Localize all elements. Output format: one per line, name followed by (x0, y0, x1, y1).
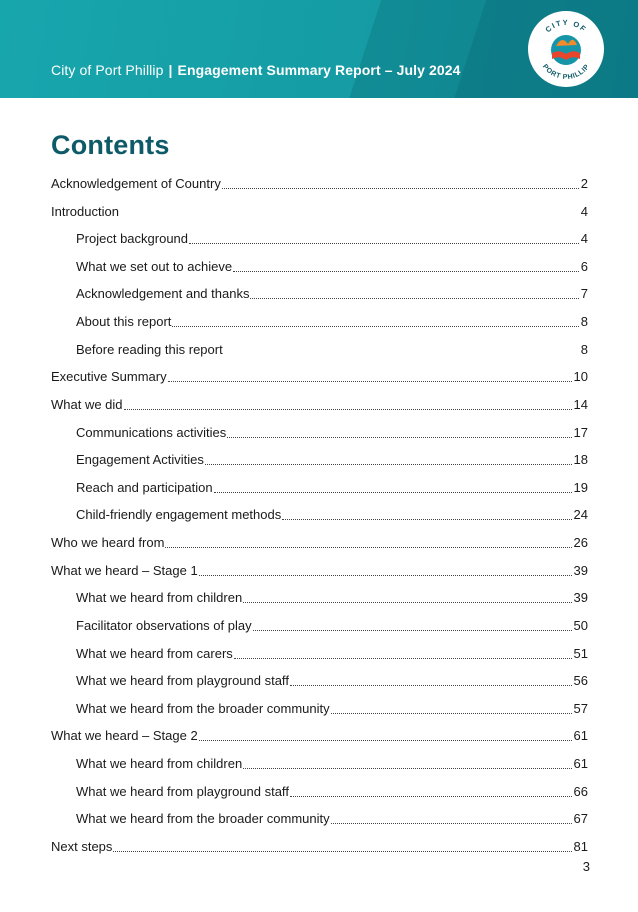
page-number: 3 (582, 859, 590, 874)
toc-entry-label: Reach and participation (76, 480, 213, 495)
toc-entry[interactable] (76, 756, 588, 772)
toc-entry[interactable] (76, 507, 588, 523)
toc-entry[interactable] (76, 784, 588, 800)
toc-dot-leader (165, 547, 571, 548)
toc-dot-leader (290, 796, 572, 797)
toc-dot-leader (331, 823, 572, 824)
toc-entry-label: Acknowledgement and thanks (76, 286, 250, 301)
toc-entry-page: 17 (573, 425, 588, 440)
toc-entry-page: 67 (573, 811, 588, 826)
toc-entry-page: 4 (580, 231, 588, 246)
toc-entry[interactable] (76, 286, 588, 302)
logo-emblem-water (551, 35, 581, 65)
toc-entry-page: 39 (573, 590, 588, 605)
toc-entry[interactable] (76, 259, 588, 275)
toc-entry-label: Communications activities (76, 425, 227, 440)
toc-entry-label: Facilitator observations of play (76, 618, 252, 633)
toc-entry[interactable] (76, 618, 588, 634)
toc-entry-label: What we set out to achieve (76, 259, 233, 274)
toc-entry-label: Executive Summary (51, 369, 167, 384)
toc-entry[interactable] (51, 535, 588, 551)
toc-dot-leader (168, 381, 572, 382)
toc-entry-label: What we heard from carers (76, 646, 233, 661)
toc-entry-page: 7 (580, 286, 588, 301)
toc-entry-label: What we heard from children (76, 590, 243, 605)
toc-entry-label: Before reading this report (76, 342, 223, 357)
toc-entry-page: 56 (573, 673, 588, 688)
toc-entry[interactable] (76, 425, 588, 441)
toc-entry[interactable] (76, 452, 588, 468)
toc-dot-leader (290, 685, 572, 686)
toc-entry-page: 51 (573, 646, 588, 661)
toc-entry-page: 19 (573, 480, 588, 495)
svg-text:PORT PHILLIP (541, 63, 591, 81)
toc-dot-leader (253, 630, 572, 631)
toc-entry-label: What we heard from children (76, 756, 243, 771)
toc-dot-leader (243, 602, 571, 603)
toc-dot-leader (243, 768, 571, 769)
toc-entry-page: 66 (573, 784, 588, 799)
toc-dot-leader (199, 575, 572, 576)
toc-entry-label: What we heard from playground staff (76, 673, 289, 688)
logo-top-text: CITY OF (543, 17, 589, 35)
toc-dot-leader (205, 464, 572, 465)
toc-entry-page: 61 (573, 728, 588, 743)
toc-dot-leader (222, 188, 579, 189)
toc-entry[interactable] (76, 314, 588, 330)
toc-entry-page: 24 (573, 507, 588, 522)
toc-entry-label: What we heard – Stage 2 (51, 728, 198, 743)
toc-dot-leader (282, 519, 571, 520)
toc-entry-page: 39 (573, 563, 588, 578)
logo-bottom-text: PORT PHILLIP (540, 63, 592, 82)
toc-entry-label: What we heard from the broader community (76, 701, 330, 716)
toc-entry-label: Introduction (51, 204, 119, 219)
toc-entry-label: Acknowledgement of Country (51, 176, 221, 191)
toc-dot-leader (227, 437, 571, 438)
header-separator: | (168, 62, 173, 78)
toc-entry-label: Project background (76, 231, 189, 246)
report-header-title (51, 62, 461, 78)
toc-entry-page: 26 (573, 535, 588, 550)
toc-entry-page: 4 (580, 204, 588, 219)
toc-dot-leader (250, 298, 578, 299)
toc-entry-page: 61 (573, 756, 588, 771)
toc-entry[interactable] (76, 646, 588, 662)
toc-entry[interactable] (51, 204, 588, 220)
header-org: City of Port Phillip (51, 62, 164, 78)
toc-entry-label: Next steps (51, 839, 113, 854)
toc-entry[interactable] (76, 590, 588, 606)
toc-entry[interactable] (51, 728, 588, 744)
header-banner (0, 0, 638, 98)
toc-entry[interactable] (76, 701, 588, 717)
toc-entry-page: 18 (573, 452, 588, 467)
toc-dot-leader (172, 326, 578, 327)
toc-entry[interactable] (51, 839, 588, 855)
toc-entry-page: 8 (580, 314, 588, 329)
toc-entry-label: About this report (76, 314, 172, 329)
toc-entry[interactable] (51, 369, 588, 385)
toc-entry-label: What we heard – Stage 1 (51, 563, 198, 578)
toc-entry[interactable] (51, 563, 588, 579)
toc-entry[interactable] (76, 231, 588, 247)
toc-entry-page: 14 (573, 397, 588, 412)
toc-entry-label: What we heard from the broader community (76, 811, 330, 826)
toc-dot-leader (199, 740, 572, 741)
toc-entry[interactable] (51, 176, 588, 192)
toc-dot-leader (113, 851, 571, 852)
toc-entry-page: 50 (573, 618, 588, 633)
toc-entry-label: What we heard from playground staff (76, 784, 289, 799)
city-logo (528, 11, 604, 87)
toc-entry-label: What we did (51, 397, 123, 412)
toc-entry[interactable] (76, 811, 588, 827)
toc-entry[interactable] (51, 397, 588, 413)
toc-entry-page: 6 (580, 259, 588, 274)
city-logo-graphic (528, 11, 604, 87)
toc-entry-label: Engagement Activities (76, 452, 204, 467)
toc-entry-page: 10 (573, 369, 588, 384)
toc-entry[interactable] (76, 673, 588, 689)
toc-entry-page: 57 (573, 701, 588, 716)
toc-dot-leader (331, 713, 572, 714)
toc-entry-page: 81 (573, 839, 588, 854)
toc-dot-leader (234, 658, 572, 659)
header-report-title: Engagement Summary Report – July 2024 (177, 62, 461, 78)
toc-entry[interactable] (76, 480, 588, 496)
toc-dot-leader (214, 492, 572, 493)
svg-text:CITY OF (544, 18, 589, 34)
toc-entry-label: Who we heard from (51, 535, 165, 550)
toc-entry[interactable] (76, 342, 588, 358)
toc-entry-page: 8 (580, 342, 588, 357)
toc-entry-page: 2 (580, 176, 588, 191)
toc-dot-leader (233, 271, 579, 272)
toc-dot-leader (124, 409, 572, 410)
toc-dot-leader (189, 243, 579, 244)
toc-entry-label: Child-friendly engagement methods (76, 507, 282, 522)
contents-heading: Contents (51, 130, 170, 160)
